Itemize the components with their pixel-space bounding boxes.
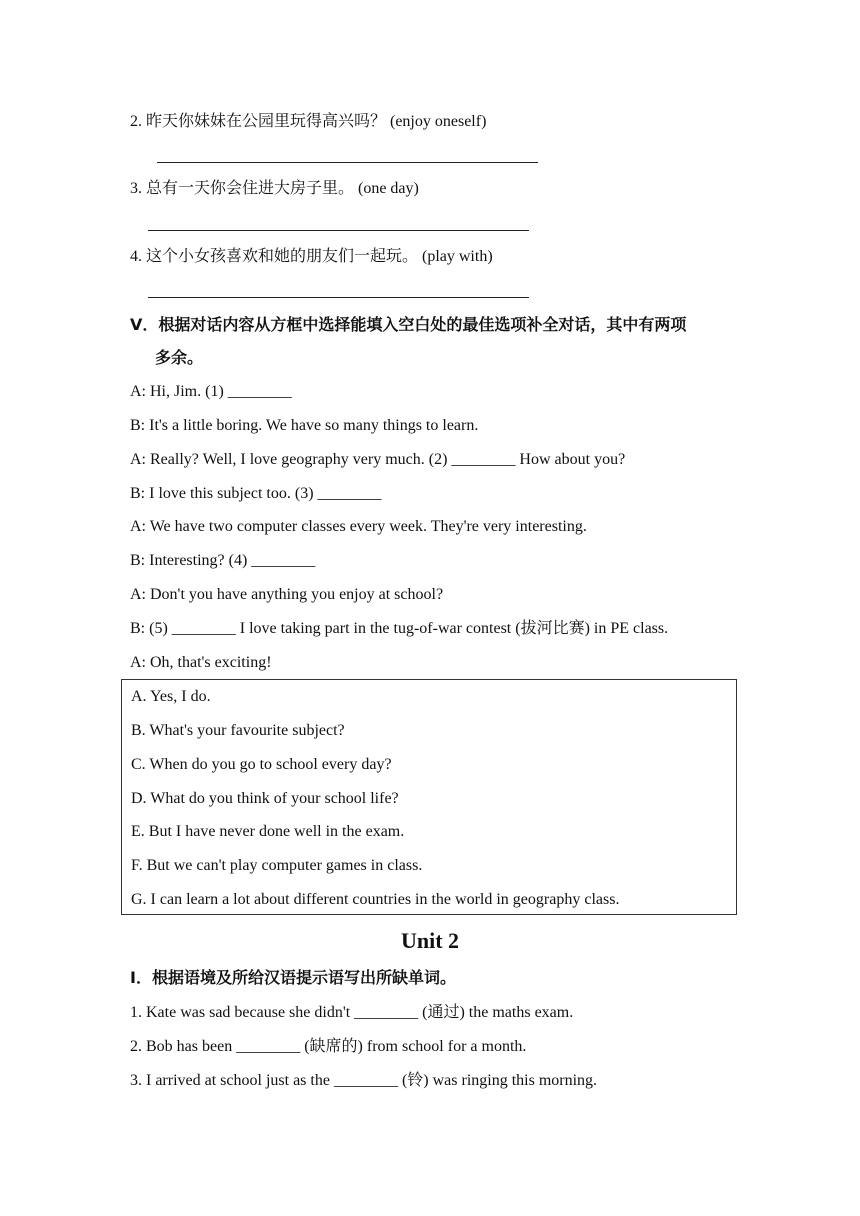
fill-in-item-1: 1. Kate was sad because she didn't ________ (通过) the maths exam. (130, 1004, 574, 1021)
fill-in-item-3: 3. I arrived at school just as the ________ (铃) was ringing this morning. (130, 1072, 598, 1089)
translation-item-4: 4. 这个小女孩喜欢和她的朋友们一起玩。 (play with) (130, 248, 493, 265)
translation-item-3: 3. 总有一天你会住进大房子里。 (one day) (130, 180, 419, 197)
dialogue-line: B: It's a little boring. We have so many things to learn. (130, 417, 479, 434)
fill-in-item-2: 2. Bob has been ________ (缺席的) from school for a month. (130, 1038, 527, 1055)
option-f: F. But we can't play computer games in class. (131, 857, 423, 874)
section-5-heading-cont: 多余。 (155, 348, 204, 367)
option-a: A. Yes, I do. (131, 688, 211, 705)
section-5-heading: Ⅴ．根据对话内容从方框中选择能填入空白处的最佳选项补全对话，其中有两项 (130, 315, 687, 334)
option-b: B. What's your favourite subject? (131, 722, 345, 739)
dialogue-line: A: Oh, that's exciting! (130, 654, 272, 671)
dialogue-line: A: Hi, Jim. (1) ________ (130, 383, 292, 400)
dialogue-line: A: We have two computer classes every week. They're very interesting. (130, 518, 587, 535)
dialogue-line: B: (5) ________ I love taking part in the tug-of-war contest (拔河比赛) in PE class. (130, 620, 669, 637)
dialogue-line: A: Don't you have anything you enjoy at school? (130, 586, 444, 603)
unit-2-title: Unit 2 (400, 928, 460, 953)
answer-line-4 (148, 297, 529, 298)
unit-2-section-1-heading: Ⅰ．根据语境及所给汉语提示语写出所缺单词。 (130, 968, 456, 987)
option-c: C. When do you go to school every day? (131, 756, 392, 773)
option-d: D. What do you think of your school life? (131, 790, 399, 807)
answer-line-3 (148, 230, 529, 231)
dialogue-line: A: Really? Well, I love geography very much. (2) ________ How about you? (130, 451, 626, 468)
options-box (121, 679, 737, 915)
dialogue-line: B: I love this subject too. (3) ________ (130, 485, 382, 502)
option-e: E. But I have never done well in the exam. (131, 823, 405, 840)
option-g: G. I can learn a lot about different countries in the world in geography class. (131, 891, 620, 908)
translation-item-2: 2. 昨天你妹妹在公园里玩得高兴吗？ (enjoy oneself) (130, 113, 487, 130)
answer-line-2 (157, 162, 538, 163)
dialogue-line: B: Interesting? (4) ________ (130, 552, 316, 569)
